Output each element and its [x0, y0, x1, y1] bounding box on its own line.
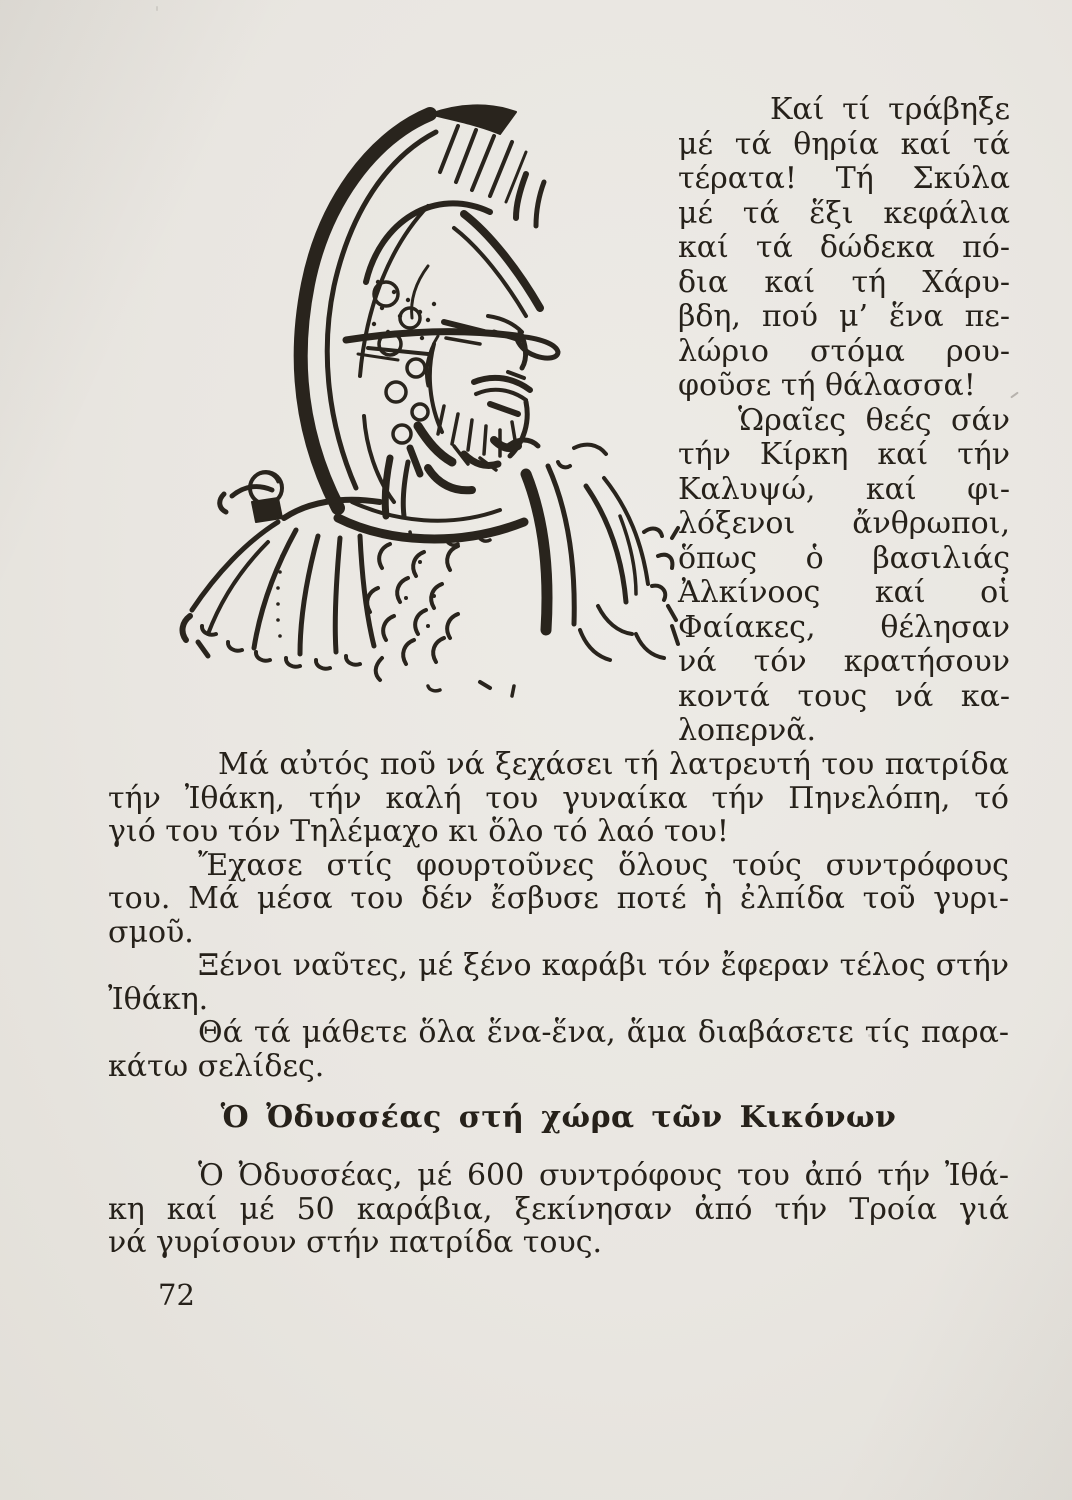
paragraph-ithaca	[108, 748, 1009, 849]
text-line: τήν Κίρκη καί τήν	[678, 437, 1010, 472]
text-line: τήν Ἰθάκη, τήν καλή του γυναίκα τήν Πηνελόπη, τό	[108, 780, 1009, 816]
text-line: Ὁ Ὀδυσσέας, μέ 600 συντρόφους του ἀπό τήν Ἰθά-	[198, 1158, 1009, 1193]
text-line: νά γυρίσουν στήν πατρίδα τους.	[108, 1225, 603, 1260]
paragraph-storms	[108, 849, 1009, 950]
paragraph-read-on	[108, 1016, 1009, 1083]
chest-scale-armor	[367, 544, 514, 696]
text-line: λοπερνᾶ.	[678, 713, 817, 748]
text-line: νά τόν κρατήσουν	[678, 644, 1010, 679]
text-line: Φαίακες, θέλησαν	[678, 609, 1010, 645]
text-line: γιό του τόν Τηλέμαχο κι ὅλο τό λαό του!	[108, 814, 729, 849]
paragraph-sailors	[108, 949, 1009, 1016]
text-line: κάτω σελίδες.	[108, 1048, 325, 1084]
text-line: του. Μά μέσα του δέν ἔσβυσε ποτέ ἡ ἐλπίδα τοῦ γυρι-	[108, 881, 1009, 916]
text-line: ὅπως ὁ βασιλιάς	[678, 540, 1010, 576]
paragraph-kikones	[108, 1159, 1009, 1260]
text-line: μέ τά θηρία καί τά	[678, 126, 1010, 162]
text-line: μέ τά ἕξι κεφάλια	[678, 195, 1010, 231]
text-line: Καλυψώ, καί φι-	[678, 471, 1010, 507]
wrapped-text-column	[678, 93, 1010, 749]
text-line: καί τά δώδεκα πό-	[678, 230, 1010, 265]
text-line: Ἀλκίνοος καί οἱ	[678, 575, 1010, 610]
text-line: Καί τί τράβηξε	[770, 92, 1010, 127]
wrap-paragraph-2	[678, 404, 1010, 749]
text-line: λώριο στόμα ρου-	[678, 333, 1010, 369]
helmet-cap	[346, 203, 558, 360]
text-line: Ἰθάκη.	[108, 981, 209, 1017]
text-line: Μά αὐτός ποῦ νά ξεχάσει τή λατρευτή του πατρίδα	[218, 747, 1009, 782]
text-line: Θά τά μάθετε ὅλα ἕνα-ἕνα, ἅμα διαβάσετε τίς παρα-	[198, 1015, 1009, 1050]
text-line: κοντά τους νά κα-	[678, 678, 1010, 714]
text-line: φοῦσε τή θάλασσα!	[678, 368, 976, 403]
text-line: λόξενοι ἄνθρωποι,	[678, 506, 1010, 541]
wrap-paragraph-1	[678, 93, 1010, 404]
section-heading: Ὁ Ὀδυσσέας στή χώρα τῶν Κικόνων	[220, 1100, 897, 1135]
text-line: τέρατα! Τή Σκύλα	[678, 161, 1010, 196]
odysseus-illustration	[128, 86, 690, 748]
text-line: κη καί μέ 50 καράβια, ξεκίνησαν ἀπό τήν Τροία γιά	[108, 1191, 1009, 1227]
warrior-face	[430, 316, 530, 470]
print-speck	[156, 6, 158, 11]
page-number: 72	[158, 1278, 195, 1312]
helmeted-warrior-drawing	[128, 86, 690, 748]
text-line: σμοῦ.	[108, 914, 194, 950]
print-speck	[1010, 392, 1019, 399]
text-line: δια καί τή Χάρυ-	[678, 264, 1010, 300]
text-line: Ἔχασε στίς φουρτοῦνες ὅλους τούς συντρόφους	[198, 847, 1009, 883]
body-text	[108, 748, 1009, 1260]
text-line: βδη, πού μ’ ἕνα πε-	[678, 299, 1010, 334]
text-line: Ξένοι ναῦτες, μέ ξένο καράβι τόν ἔφεραν τέλος στήν	[198, 948, 1009, 983]
text-line: Ὡραῖες θεές σάν	[738, 402, 1010, 438]
right-shoulder-cloak	[526, 445, 678, 660]
horsehair-curls	[374, 266, 452, 474]
